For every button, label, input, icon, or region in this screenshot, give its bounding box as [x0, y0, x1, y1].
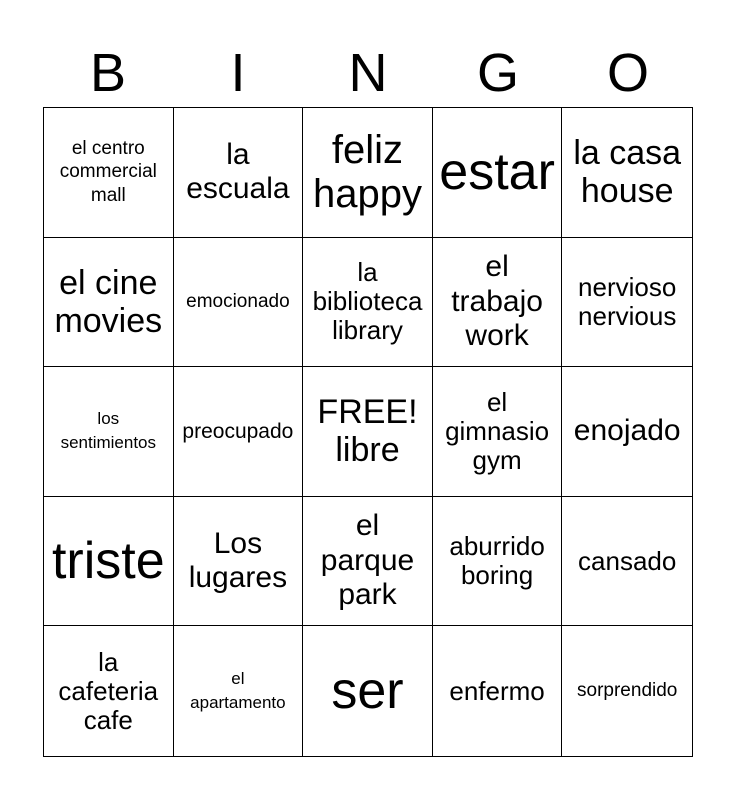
cell-text: la escuala [186, 137, 290, 206]
cell-text: cansado [578, 545, 677, 576]
cell-text: la biblioteca library [312, 257, 423, 346]
cell-text: el centro commercial mall [59, 137, 157, 207]
header-letter-b: B [89, 43, 127, 103]
cell-text: el cine movies [54, 263, 163, 340]
bingo-cell[interactable] [562, 626, 692, 756]
cell-text: enojado [573, 414, 681, 448]
header-letter-g: G [476, 43, 519, 103]
cell-text: ser [331, 661, 404, 720]
cell-text: emocionado [186, 291, 290, 313]
cell-text: el trabajo work [451, 250, 543, 353]
cell-text: nervioso nervious [578, 271, 677, 331]
cell-text: preocupado [182, 419, 294, 443]
bingo-cell[interactable] [433, 497, 563, 627]
bingo-cell[interactable] [174, 367, 304, 497]
bingo-cell[interactable] [44, 238, 174, 368]
header-letter-n: N [348, 43, 388, 103]
cell-text: enfermo [449, 675, 545, 706]
bingo-cell[interactable] [303, 367, 433, 497]
bingo-cell[interactable] [174, 108, 304, 238]
bingo-cell[interactable] [174, 238, 304, 368]
cell-text: aburrido boring [449, 530, 545, 591]
bingo-cell[interactable] [433, 238, 563, 368]
bingo-cell[interactable] [303, 108, 433, 238]
cell-text: sorprendido [577, 680, 678, 702]
bingo-cell[interactable] [174, 626, 304, 756]
header-letter-o: O [606, 43, 649, 103]
bingo-cell[interactable] [433, 626, 563, 756]
bingo-cell[interactable] [562, 497, 692, 627]
cell-text: FREE! libre [317, 393, 418, 470]
cell-text: el parque park [320, 509, 415, 612]
bingo-cell[interactable] [303, 626, 433, 756]
bingo-cell[interactable] [174, 497, 304, 627]
bingo-header [43, 40, 693, 106]
bingo-cell[interactable] [562, 238, 692, 368]
cell-text: feliz happy [313, 128, 422, 217]
bingo-cell[interactable] [303, 238, 433, 368]
bingo-cell[interactable] [44, 626, 174, 756]
cell-text: Los lugares [188, 526, 288, 595]
bingo-cell[interactable] [433, 367, 563, 497]
cell-text: la cafeteria cafe [58, 646, 159, 735]
cell-text: estar [439, 143, 555, 201]
bingo-grid [43, 107, 693, 757]
header-letter-i: I [230, 43, 246, 103]
bingo-cell[interactable] [44, 108, 174, 238]
cell-text: triste [51, 531, 165, 590]
bingo-cell[interactable] [433, 108, 563, 238]
cell-text: el apartamento [190, 668, 286, 713]
bingo-cell[interactable] [562, 367, 692, 497]
bingo-cell[interactable] [303, 497, 433, 627]
bingo-cell[interactable] [44, 497, 174, 627]
bingo-cell[interactable] [44, 367, 174, 497]
cell-text: los sentimientos [60, 408, 157, 453]
bingo-cell[interactable] [562, 108, 692, 238]
cell-text: la casa house [573, 134, 682, 211]
cell-text: el gimnasio gym [445, 386, 550, 476]
